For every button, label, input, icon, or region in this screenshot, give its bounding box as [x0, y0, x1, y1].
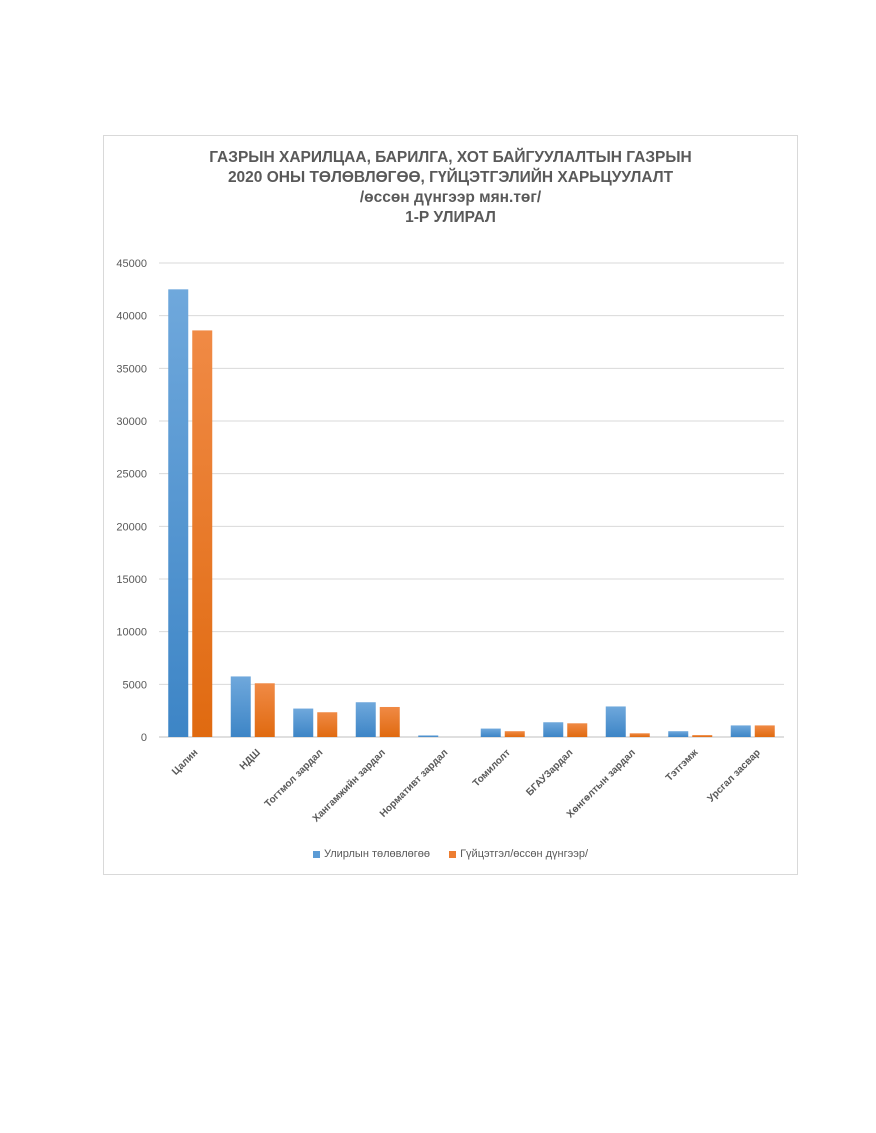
legend-item-actual [449, 848, 588, 860]
bar-plan [231, 676, 251, 737]
chart-title-line-3: /өссөн дүнгээр мян.төг/ [359, 189, 542, 206]
legend-item-plan [313, 848, 430, 860]
y-axis-ticks [116, 258, 147, 744]
y-tick-label: 15000 [116, 574, 147, 586]
y-tick-label: 45000 [116, 258, 147, 270]
bar-plan [606, 706, 626, 737]
bar-plan [668, 731, 688, 737]
x-axis-ticks [170, 747, 763, 825]
legend-label-plan: Улирлын төлөвлөгөө [323, 848, 431, 860]
bar-plan [543, 722, 563, 737]
y-tick-label: 25000 [116, 468, 147, 481]
x-tick-label: БГАУЗардал [524, 747, 576, 799]
y-tick-label: 0 [140, 732, 147, 744]
bar-actual [692, 735, 712, 737]
x-tick-label: Цалин [170, 747, 201, 778]
bar-chart-plot [104, 136, 797, 874]
bar-actual [567, 723, 587, 737]
bar-actual [192, 330, 212, 737]
x-tick-label: Нормативт зардал [377, 747, 451, 820]
legend [104, 848, 797, 861]
y-tick-label: 10000 [116, 626, 147, 639]
bars [168, 289, 775, 737]
y-tick-label: 20000 [116, 521, 147, 534]
chart-title-line-2: 2020 ОНЫ ТӨЛӨВЛӨГӨӨ, ГҮЙЦЭТГЭЛИЙН ХАРЬЦУУЛАЛТ [227, 169, 674, 186]
gridlines [159, 263, 784, 737]
bar-plan [731, 725, 751, 737]
bar-actual [755, 725, 775, 737]
bar-actual [255, 683, 275, 737]
legend-label-actual: Гүйцэтгэл/өссөн дүнгээр/ [460, 848, 589, 860]
bar-actual [317, 712, 337, 737]
bar-plan [481, 729, 501, 737]
chart-frame [103, 135, 798, 875]
x-tick-label: Тогтмол зардал [262, 747, 326, 810]
bar-plan [168, 289, 188, 737]
x-tick-label: Хөнгөлтын зардал [564, 747, 638, 821]
y-tick-label: 30000 [116, 416, 147, 428]
bar-plan [418, 735, 438, 737]
x-tick-label: Тэтгэмж [663, 747, 701, 784]
x-tick-label: Томилолт [470, 747, 513, 790]
legend-swatch-actual [449, 851, 456, 858]
bar-actual [505, 731, 525, 737]
bar-plan [356, 702, 376, 737]
y-tick-label: 5000 [122, 679, 147, 692]
y-tick-label: 40000 [116, 310, 147, 323]
bar-actual [630, 733, 650, 737]
x-tick-label: Хангамжийн зардал [310, 747, 388, 825]
bar-plan [293, 709, 313, 737]
x-tick-label: Урсгал засвар [705, 747, 763, 805]
bar-actual [380, 707, 400, 737]
legend-swatch-plan [313, 851, 320, 858]
y-tick-label: 35000 [116, 363, 147, 376]
chart-title-line-4: 1-Р УЛИРАЛ [405, 209, 496, 226]
chart-title-line-1: ГАЗРЫН ХАРИЛЦАА, БАРИЛГА, ХОТ БАЙГУУЛАЛТЫН ГАЗРЫН [209, 149, 692, 166]
x-tick-label: НДШ [237, 747, 263, 773]
